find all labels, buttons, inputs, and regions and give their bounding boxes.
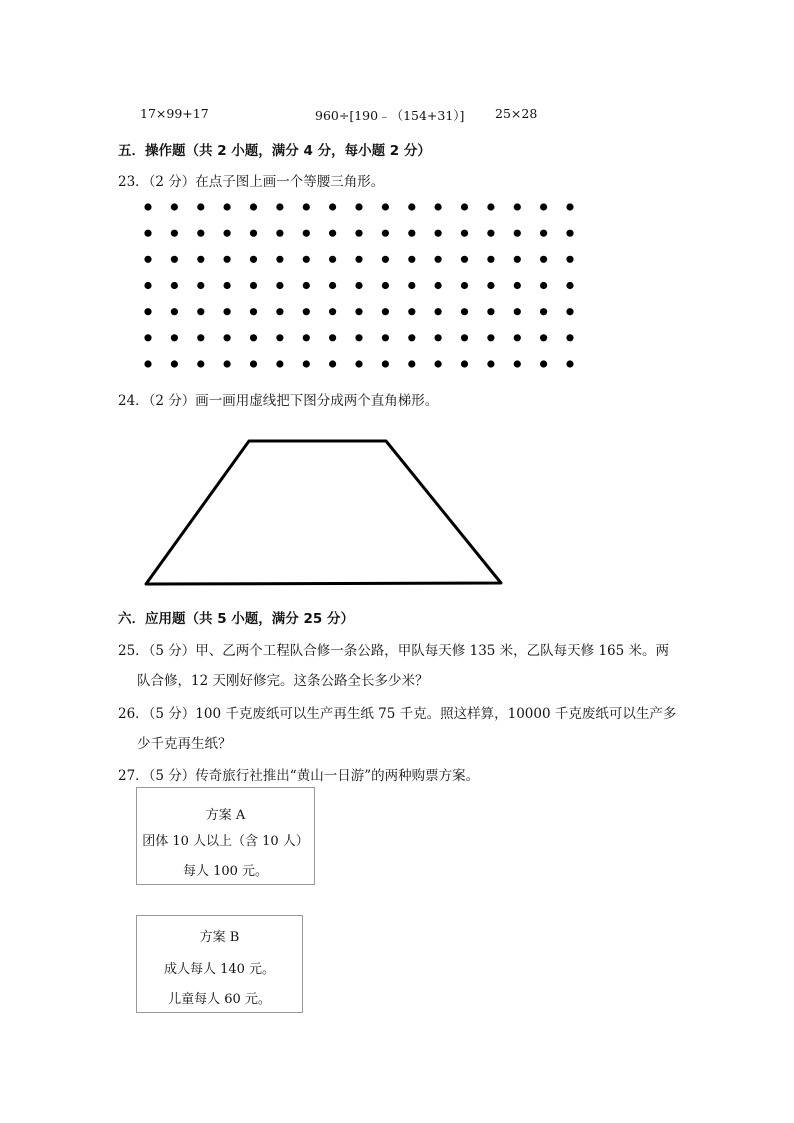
expression-2: 960÷[190﹣（154+31）] xyxy=(315,108,465,123)
plan-a-line-2: 每人 100 元。 xyxy=(182,864,269,879)
question-23: 23．（2 分）在点子图上画一个等腰三角形。 xyxy=(118,174,385,190)
plan-b-line-1: 成人每人 140 元。 xyxy=(163,962,276,977)
plan-a-title: 方案 A xyxy=(205,808,246,823)
plan-b-box xyxy=(136,915,303,1013)
expression-3: 25×28 xyxy=(495,106,538,121)
question-27: 27．（5 分）传奇旅行社推出“黄山一日游”的两种购票方案。 xyxy=(118,768,480,784)
question-25-line-1: 25．（5 分）甲、乙两个工程队合修一条公路，甲队每天修 135 米，乙队每天修 165 米。两 xyxy=(118,643,670,659)
question-26-line-2: 少千克再生纸？ xyxy=(137,736,232,752)
trapezoid-shape xyxy=(146,441,501,584)
plan-a-line-1: 团体 10 人以上（含 10 人） xyxy=(142,834,309,849)
plan-b-title: 方案 B xyxy=(199,930,240,945)
expression-1: 17×99+17 xyxy=(140,106,209,121)
question-26-line-1: 26．（5 分）100 千克废纸可以生产再生纸 75 千克。照这样算，10000 千克废纸可以生产多 xyxy=(118,706,677,722)
plan-b-line-2: 儿童每人 60 元。 xyxy=(168,992,271,1007)
section-5-title: 五．操作题（共 2 小题，满分 4 分，每小题 2 分） xyxy=(118,143,431,159)
plan-a-box xyxy=(136,787,315,885)
question-25-line-2: 队合修，12 天刚好修完。这条公路全长多少米？ xyxy=(137,673,429,689)
section-6-title: 六．应用题（共 5 小题，满分 25 分） xyxy=(118,611,354,627)
question-24: 24．（2 分）画一画用虚线把下图分成两个直角梯形。 xyxy=(118,393,439,409)
